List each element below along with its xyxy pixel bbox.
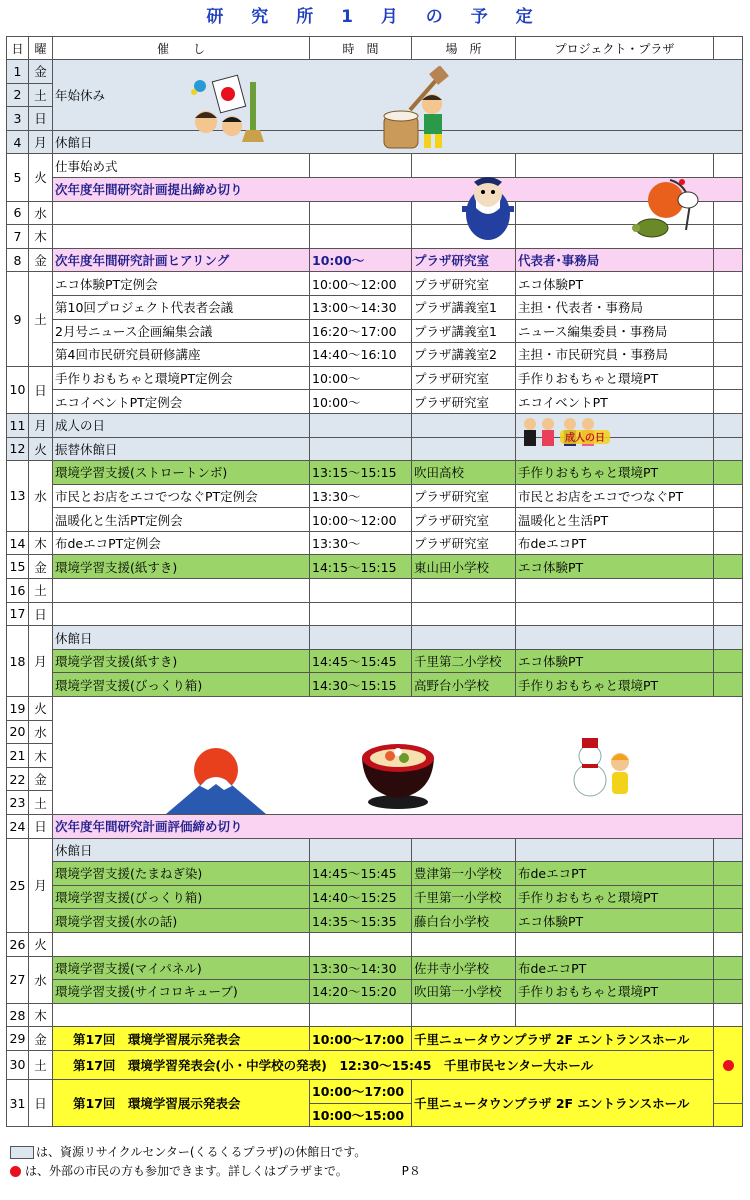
table-cell <box>714 673 743 697</box>
table-row <box>7 390 743 414</box>
weekday-cell: 月 <box>29 838 53 932</box>
table-cell <box>53 579 310 603</box>
day-cell: 23 <box>7 791 29 815</box>
event-cell: 第10回プロジェクト代表者会議 <box>53 295 310 319</box>
weekday-cell: 木 <box>29 744 53 768</box>
event-cell: 休館日 <box>53 626 310 650</box>
table-cell <box>516 579 714 603</box>
table-row <box>7 295 743 319</box>
day-cell: 20 <box>7 720 29 744</box>
weekday-cell: 火 <box>29 154 53 201</box>
project-cell: エコ体験PT <box>516 555 714 579</box>
weekday-cell: 木 <box>29 531 53 555</box>
weekday-cell: 日 <box>29 815 53 839</box>
place-cell: 藤白台小学校 <box>412 909 516 933</box>
table-cell <box>53 602 310 626</box>
table-row <box>7 484 743 508</box>
event-cell: 第4回市民研究員研修講座 <box>53 343 310 367</box>
weekday-cell: 日 <box>29 366 53 413</box>
place-cell: 千里第二小学校 <box>412 649 516 673</box>
place-cell: プラザ研究室 <box>412 248 516 272</box>
crane-turtle-sunrise-illustration <box>630 170 706 244</box>
project-cell: 布deエコPT <box>516 956 714 980</box>
event-cell: エコイベントPT定例会 <box>53 390 310 414</box>
time-cell: 10:00～17:00 <box>310 1079 412 1103</box>
project-cell: 代表者･事務局 <box>516 248 714 272</box>
place-cell: 吹田高校 <box>412 461 516 485</box>
project-cell: 温暖化と生活PT <box>516 508 714 532</box>
weekday-cell: 土 <box>29 272 53 366</box>
table-cell <box>714 248 743 272</box>
project-cell: エコ体験PT <box>516 649 714 673</box>
table-cell <box>310 201 412 225</box>
page-number: P８ <box>401 1164 421 1178</box>
table-cell <box>714 225 743 249</box>
table-cell <box>714 602 743 626</box>
weekday-cell: 火 <box>29 437 53 461</box>
table-cell <box>412 838 516 862</box>
new-year-kids-illustration <box>188 72 268 144</box>
table-cell <box>53 201 310 225</box>
table-cell <box>714 555 743 579</box>
table-row <box>7 626 743 650</box>
table-cell <box>412 413 516 437</box>
red-dot-icon <box>723 1060 734 1071</box>
project-cell: エコ体験PT <box>516 909 714 933</box>
place-cell: 高野台小学校 <box>412 673 516 697</box>
event-cell: 第17回 環境学習展示発表会 <box>53 1079 310 1126</box>
table-cell <box>516 626 714 650</box>
red-dot-icon <box>10 1166 21 1177</box>
place-cell: 豊津第一小学校 <box>412 862 516 886</box>
time-cell: 10:00～ <box>310 390 412 414</box>
snowman-illustration <box>568 730 640 800</box>
table-cell <box>310 932 412 956</box>
weekday-cell: 日 <box>29 1079 53 1126</box>
project-cell: 手作りおもちゃと環境PT <box>516 366 714 390</box>
weekday-cell: 月 <box>29 626 53 697</box>
table-row <box>7 508 743 532</box>
legend-open <box>10 1162 421 1179</box>
legend-closed <box>10 1143 366 1160</box>
event-cell: 環境学習支援(マイパネル) <box>53 956 310 980</box>
table-cell <box>714 1003 743 1027</box>
event-cell: 環境学習支援(ストロートンボ) <box>53 461 310 485</box>
day-cell: 2 <box>7 83 29 107</box>
open-event-marker <box>714 1027 743 1103</box>
day-cell: 27 <box>7 956 29 1003</box>
header-place: 場 所 <box>412 37 516 60</box>
day-cell: 22 <box>7 767 29 791</box>
event-cell: 環境学習支援(サイコロキューブ) <box>53 980 310 1004</box>
header-time: 時 間 <box>310 37 412 60</box>
table-cell <box>714 295 743 319</box>
daruma-illustration <box>458 170 518 242</box>
table-row <box>7 980 743 1004</box>
place-cell: プラザ講義室2 <box>412 343 516 367</box>
day-cell: 28 <box>7 1003 29 1027</box>
day-cell: 26 <box>7 932 29 956</box>
table-cell <box>714 461 743 485</box>
table-cell <box>412 579 516 603</box>
day-cell: 19 <box>7 697 29 721</box>
table-row <box>7 602 743 626</box>
place-cell: 千里ニュータウンプラザ 2F エントランスホール <box>412 1027 714 1051</box>
time-cell: 14:45～15:45 <box>310 649 412 673</box>
weekday-cell: 木 <box>29 225 53 249</box>
event-cell: 第17回 環境学習展示発表会 <box>53 1027 310 1051</box>
weekday-cell: 金 <box>29 60 53 84</box>
project-cell: 布deエコPT <box>516 531 714 555</box>
table-cell <box>714 626 743 650</box>
table-row <box>7 1050 743 1079</box>
table-cell <box>714 862 743 886</box>
table-cell <box>310 437 412 461</box>
place-cell: プラザ講義室1 <box>412 319 516 343</box>
day-cell: 6 <box>7 201 29 225</box>
table-cell <box>714 838 743 862</box>
project-cell: 手作りおもちゃと環境PT <box>516 885 714 909</box>
table-row <box>7 956 743 980</box>
day-cell: 11 <box>7 413 29 437</box>
project-cell: 手作りおもちゃと環境PT <box>516 980 714 1004</box>
weekday-cell: 水 <box>29 201 53 225</box>
time-cell: 16:20～17:00 <box>310 319 412 343</box>
day-cell: 25 <box>7 838 29 932</box>
header-day: 日 <box>7 37 29 60</box>
table-row <box>7 1079 743 1103</box>
weekday-cell: 日 <box>29 602 53 626</box>
time-cell: 10:00～ <box>310 366 412 390</box>
page-title: 研 究 所 1 月 の 予 定 <box>206 7 544 27</box>
table-cell <box>714 649 743 673</box>
weekday-cell: 水 <box>29 720 53 744</box>
mochi-pounding-illustration <box>380 66 452 152</box>
weekday-cell: 木 <box>29 1003 53 1027</box>
table-cell <box>714 885 743 909</box>
table-row <box>7 319 743 343</box>
table-row <box>7 838 743 862</box>
weekday-cell: 土 <box>29 791 53 815</box>
weekday-cell: 土 <box>29 579 53 603</box>
weekday-cell: 月 <box>29 130 53 154</box>
place-cell: プラザ研究室 <box>412 531 516 555</box>
event-cell: 環境学習支援(紙すき) <box>53 555 310 579</box>
coming-of-age-illustration <box>520 416 612 446</box>
table-cell <box>412 1003 516 1027</box>
time-cell: 14:20～15:20 <box>310 980 412 1004</box>
table-row <box>7 60 743 84</box>
place-cell: 東山田小学校 <box>412 555 516 579</box>
weekday-cell: 火 <box>29 697 53 721</box>
table-row <box>7 1003 743 1027</box>
event-cell: 環境学習支援(水の話) <box>53 909 310 933</box>
table-cell <box>714 413 743 437</box>
table-row <box>7 366 743 390</box>
table-cell <box>714 319 743 343</box>
day-cell: 21 <box>7 744 29 768</box>
day-cell: 10 <box>7 366 29 413</box>
project-cell: 市民とお店をエコでつなぐPT <box>516 484 714 508</box>
table-row <box>7 815 743 839</box>
project-cell: 布deエコPT <box>516 862 714 886</box>
table-cell <box>412 437 516 461</box>
table-row <box>7 272 743 296</box>
day-cell: 17 <box>7 602 29 626</box>
event-cell: 市民とお店をエコでつなぐPT定例会 <box>53 484 310 508</box>
coming-of-age-caption: 成人の日 <box>565 433 605 444</box>
table-cell <box>714 909 743 933</box>
weekday-cell: 火 <box>29 932 53 956</box>
table-cell <box>714 366 743 390</box>
table-row <box>7 413 743 437</box>
table-cell <box>310 413 412 437</box>
time-cell: 13:30～ <box>310 484 412 508</box>
table-row <box>7 862 743 886</box>
mount-fuji-sunrise-illustration <box>164 744 268 816</box>
event-cell: 休館日 <box>53 838 310 862</box>
legend-closed-text: は、資源リサイクルセンター(くるくるプラザ)の休館日です。 <box>36 1145 367 1159</box>
table-row <box>7 555 743 579</box>
table-row <box>7 885 743 909</box>
osechi-box-illustration <box>356 728 440 812</box>
event-text: 年始休み <box>55 87 106 103</box>
weekday-cell: 土 <box>29 1050 53 1079</box>
time-cell: 10:00～12:00 <box>310 508 412 532</box>
event-cell: 次年度年間研究計画ヒアリング <box>53 248 310 272</box>
table-cell <box>714 343 743 367</box>
closed-day-swatch <box>10 1146 34 1159</box>
project-cell: 手作りおもちゃと環境PT <box>516 461 714 485</box>
weekday-cell: 金 <box>29 767 53 791</box>
table-cell <box>310 1003 412 1027</box>
day-cell: 1 <box>7 60 29 84</box>
header-mark <box>714 37 743 60</box>
project-cell: エコ体験PT <box>516 272 714 296</box>
place-cell: プラザ講義室1 <box>412 295 516 319</box>
time-cell: 10:00～12:00 <box>310 272 412 296</box>
weekday-cell: 金 <box>29 555 53 579</box>
table-row <box>7 343 743 367</box>
table-cell <box>412 932 516 956</box>
day-cell: 31 <box>7 1079 29 1126</box>
event-cell-deadline: 次年度年間研究計画提出締め切り <box>53 177 743 201</box>
table-cell <box>714 484 743 508</box>
day-cell: 9 <box>7 272 29 366</box>
day-cell: 16 <box>7 579 29 603</box>
table-row <box>7 909 743 933</box>
table-cell <box>714 390 743 414</box>
event-cell: 第17回 環境学習発表会(小・中学校の発表) 12:30～15:45 千里市民センター大ホール <box>53 1050 714 1079</box>
table-cell <box>310 602 412 626</box>
time-cell: 14:30～15:15 <box>310 673 412 697</box>
header-event: 催 し <box>53 37 310 60</box>
table-row <box>7 461 743 485</box>
day-cell: 8 <box>7 248 29 272</box>
event-cell: 環境学習支援(びっくり箱) <box>53 885 310 909</box>
event-cell: 温暖化と生活PT定例会 <box>53 508 310 532</box>
table-cell <box>310 838 412 862</box>
table-row <box>7 437 743 461</box>
legend-open-text: は、外部の市民の方も参加できます。詳しくはプラザまで。 <box>25 1164 348 1178</box>
header-weekday: 曜 <box>29 37 53 60</box>
table-cell <box>714 154 743 178</box>
project-cell: エコイベントPT <box>516 390 714 414</box>
day-cell: 3 <box>7 107 29 131</box>
project-cell: 主担・代表者・事務局 <box>516 295 714 319</box>
day-cell: 7 <box>7 225 29 249</box>
place-cell: 千里ニュータウンプラザ 2F エントランスホール <box>412 1079 714 1126</box>
table-cell <box>516 1003 714 1027</box>
table-cell <box>412 626 516 650</box>
day-cell: 13 <box>7 461 29 532</box>
table-cell <box>516 932 714 956</box>
weekday-cell: 金 <box>29 1027 53 1051</box>
table-row <box>7 1027 743 1051</box>
event-cell-deadline: 次年度年間研究計画評価締め切り <box>53 815 743 839</box>
table-cell <box>516 602 714 626</box>
table-cell <box>714 508 743 532</box>
table-row <box>7 579 743 603</box>
place-cell: 吹田第一小学校 <box>412 980 516 1004</box>
table-row <box>7 649 743 673</box>
day-cell: 5 <box>7 154 29 201</box>
table-cell <box>714 1103 743 1127</box>
table-cell <box>310 154 412 178</box>
day-cell: 29 <box>7 1027 29 1051</box>
day-cell: 4 <box>7 130 29 154</box>
table-cell <box>53 225 310 249</box>
event-cell: 成人の日 <box>53 413 310 437</box>
table-cell <box>714 201 743 225</box>
time-cell: 13:15～15:15 <box>310 461 412 485</box>
place-cell: プラザ研究室 <box>412 484 516 508</box>
weekday-cell: 水 <box>29 461 53 532</box>
table-cell <box>516 838 714 862</box>
day-cell: 12 <box>7 437 29 461</box>
header-project: プロジェクト・プラザ <box>516 37 714 60</box>
place-cell: 佐井寺小学校 <box>412 956 516 980</box>
table-cell <box>412 602 516 626</box>
time-cell: 10:00～ <box>310 248 412 272</box>
weekday-cell: 日 <box>29 107 53 131</box>
event-cell: 仕事始め式 <box>53 154 310 178</box>
project-cell: 主担・市民研究員・事務局 <box>516 343 714 367</box>
time-cell: 13:30～14:30 <box>310 956 412 980</box>
weekday-cell: 月 <box>29 413 53 437</box>
table-cell <box>714 980 743 1004</box>
day-cell: 30 <box>7 1050 29 1079</box>
place-cell: 千里第一小学校 <box>412 885 516 909</box>
place-cell: プラザ研究室 <box>412 272 516 296</box>
time-cell: 13:00～14:30 <box>310 295 412 319</box>
day-cell: 14 <box>7 531 29 555</box>
weekday-cell: 金 <box>29 248 53 272</box>
table-cell <box>310 579 412 603</box>
day-cell: 18 <box>7 626 29 697</box>
weekday-cell: 水 <box>29 956 53 1003</box>
day-cell: 24 <box>7 815 29 839</box>
table-row <box>7 673 743 697</box>
event-cell: 環境学習支援(びっくり箱) <box>53 673 310 697</box>
table-cell <box>714 272 743 296</box>
day-cell: 15 <box>7 555 29 579</box>
table-row <box>7 130 743 154</box>
place-cell: プラザ研究室 <box>412 508 516 532</box>
table-cell <box>714 956 743 980</box>
table-cell <box>714 531 743 555</box>
event-cell: 手作りおもちゃと環境PT定例会 <box>53 366 310 390</box>
table-cell <box>714 932 743 956</box>
place-cell: プラザ研究室 <box>412 366 516 390</box>
event-cell: 布deエコPT定例会 <box>53 531 310 555</box>
place-cell: プラザ研究室 <box>412 390 516 414</box>
table-cell <box>53 1003 310 1027</box>
weekday-cell: 土 <box>29 83 53 107</box>
table-cell <box>310 225 412 249</box>
table-row <box>7 697 743 721</box>
event-cell: 環境学習支援(紙すき) <box>53 649 310 673</box>
table-row <box>7 531 743 555</box>
event-cell: 環境学習支援(たまねぎ染) <box>53 862 310 886</box>
time-cell: 14:15～15:15 <box>310 555 412 579</box>
time-cell: 14:40～15:25 <box>310 885 412 909</box>
project-cell: 手作りおもちゃと環境PT <box>516 673 714 697</box>
time-cell: 14:35～15:35 <box>310 909 412 933</box>
table-row <box>7 248 743 272</box>
event-cell: エコ体験PT定例会 <box>53 272 310 296</box>
event-cell: 2月号ニュース企画編集会議 <box>53 319 310 343</box>
time-cell: 14:40～16:10 <box>310 343 412 367</box>
event-cell: 振替休館日 <box>53 437 310 461</box>
table-row <box>7 932 743 956</box>
header-row <box>7 37 743 60</box>
table-cell <box>714 579 743 603</box>
time-cell: 10:00～15:00 <box>310 1103 412 1127</box>
time-cell: 10:00～17:00 <box>310 1027 412 1051</box>
table-cell <box>310 626 412 650</box>
event-cell: 休館日 <box>53 130 743 154</box>
time-cell: 14:45～15:45 <box>310 862 412 886</box>
project-cell: ニュース編集委員・事務局 <box>516 319 714 343</box>
time-cell: 13:30～ <box>310 531 412 555</box>
table-cell <box>53 932 310 956</box>
table-cell <box>714 437 743 461</box>
